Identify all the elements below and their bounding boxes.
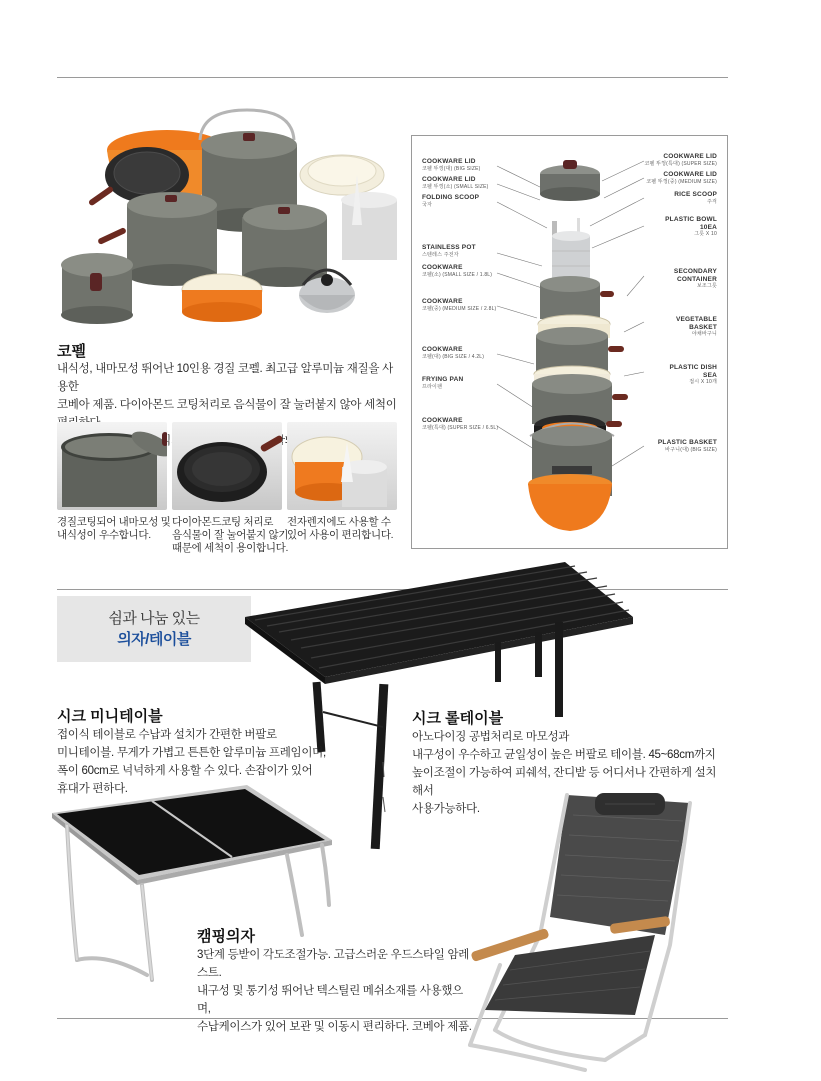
mini-table-title: 시크 미니테이블 <box>57 708 163 725</box>
label-plastic-bowl: PLASTIC BOWL 10EA 그릇 X 10 <box>665 216 717 237</box>
label-plastic-dish: PLASTIC DISH SEA 접시 X 10개 <box>669 364 717 385</box>
cookware-set-image <box>57 105 407 330</box>
plastic-bowls-photo <box>287 422 397 510</box>
caption-microwave: 전자렌지에도 사용할 수 있어 사용이 편리합니다. <box>287 516 394 541</box>
cookware-title: 코펠 <box>57 343 86 360</box>
caption-diamond: 다이아몬드코팅 처리로 음식물이 잘 눌어붙지 않기 때문에 세척이 용이합니다. <box>172 516 289 554</box>
cookware-description: 내식성, 내마모성 뛰어난 10인용 경질 코펠. 최고급 알루미늄 재질을 사용한 코베아 제품. 다이아몬드 코팅처리로 음식물이 잘 눌러붙지 않아 세척이 <box>57 363 397 411</box>
chair-description: 3단계 등받이 각도조절가능. 고급스러운 우드스타일 암레스트. 내구성 및 통기성 뛰어난 텍스틸린 메쉬소재를 사용했으며, 수납케이스가 있어 보관 및 이동시 편리하다. 코베아 제품. <box>197 949 472 1033</box>
cookware-exploded-diagram <box>411 135 728 549</box>
roll-table-description: 아노다이징 공법처리로 마모성과 내구성이 우수하고 균일성이 높은 버팔로 테이블. 45~68cm까지 높이조절이 가능하여 피쉐석, 잔디밭 등 어디서나 간편하게 설치해서 사용가능하다. <box>412 731 717 815</box>
label-cookware-lid-super: COOKWARE LID 코펠 뚜껑(특대) (SUPER SIZE) <box>644 153 717 167</box>
label-cookware-big: COOKWARE 코펠(대) (BIG SIZE / 4.2L) <box>422 346 485 360</box>
label-folding-scoop: FOLDING SCOOP 국자 <box>422 194 480 208</box>
top-divider <box>57 77 728 78</box>
label-plastic-basket: PLASTIC BASKET 바구니(대) (BIG SIZE) <box>657 439 717 453</box>
label-cookware-super: COOKWARE 코펠(특대) (SUPER SIZE / 6.5L) <box>422 417 499 431</box>
label-cookware-small: COOKWARE 코펠(소) (SMALL SIZE / 1.8L) <box>422 264 493 278</box>
label-vegetable-basket: VEGETABLE BASKET 야채바구니 <box>675 316 717 337</box>
label-rice-scoop: RICE SCOOP 주걱 <box>674 191 717 205</box>
roll-table-title: 시크 롤테이블 <box>412 710 504 727</box>
caption-coated: 경질코팅되어 내마모성 및 내식성이 우수합니다. <box>57 516 171 541</box>
label-cookware-medium: COOKWARE 코펠(중) (MEDIUM SIZE / 2.8L) <box>422 298 497 312</box>
chair-title: 캠핑의자 <box>197 928 255 945</box>
label-stainless-pot: STAINLESS POT 스텐레스 주전자 <box>422 244 476 258</box>
label-cookware-lid-big: COOKWARE LID 코펠 뚜껑(대) (BIG SIZE) <box>422 158 481 172</box>
section-heading-box <box>57 596 251 662</box>
label-cookware-lid-small: COOKWARE LID 코펠 뚜껑(소) (SMALL SIZE) <box>422 176 489 190</box>
section-heading-line1: 쉼과 나눔 있는 <box>108 610 200 627</box>
label-cookware-lid-medium: COOKWARE LID 코펠 뚜껑(중) (MEDIUM SIZE) <box>646 171 717 185</box>
camping-chair-image <box>455 785 700 1075</box>
section-heading-line2: 의자/테이블 <box>117 631 191 648</box>
frying-pan-photo <box>172 422 282 510</box>
coated-pot-photo <box>57 422 167 510</box>
label-frying-pan: FRYING PAN 프라이팬 <box>422 376 464 390</box>
label-secondary-container: SECONDARY CONTAINER 보조그릇 <box>673 268 717 289</box>
mini-table-description: 접이식 테이블로 수납과 설치가 간편한 버팔로 미니테이블. 무게가 가볍고 튼튼한 알루미늄 프레임이며, 폭이 60cm로 넉넉하게 사용할 수 있다. 손잡이가 있어 휴대가 편하다. <box>57 729 326 795</box>
